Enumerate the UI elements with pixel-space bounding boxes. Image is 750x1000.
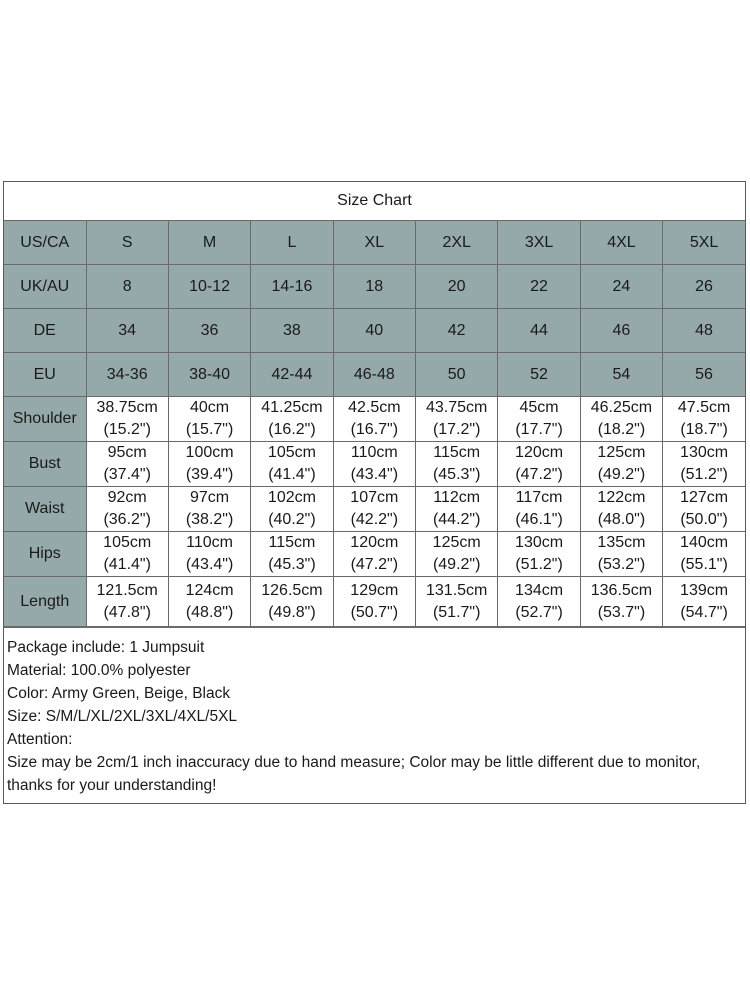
cm-value: 125cm xyxy=(432,534,481,551)
size-cell: 3XL xyxy=(498,221,580,265)
measurement-cell xyxy=(333,487,415,532)
size-cell: 18 xyxy=(333,265,415,309)
size-row xyxy=(4,309,745,353)
inch-value: (49.8") xyxy=(268,603,316,621)
inch-value: (45.3") xyxy=(432,466,481,483)
note-line: thanks for your understanding! xyxy=(7,777,217,794)
size-cell: 26 xyxy=(663,265,745,309)
cm-value: 97cm xyxy=(190,489,230,506)
cm-value: 120cm xyxy=(350,534,399,551)
measurement-cell xyxy=(86,487,168,532)
cm-value: 115cm xyxy=(268,534,316,551)
measurement-cell xyxy=(168,577,250,627)
cm-value: 120cm xyxy=(515,444,564,461)
cm-value: 139cm xyxy=(680,581,729,599)
note-line: Attention: xyxy=(7,731,73,748)
cm-value: 110cm xyxy=(350,444,398,461)
size-cell: 10-12 xyxy=(168,265,250,309)
size-cell: 8 xyxy=(86,265,168,309)
size-row xyxy=(4,221,745,265)
inch-value: (44.2") xyxy=(432,511,481,528)
size-cell: 38 xyxy=(251,309,333,353)
size-cell: S xyxy=(86,221,168,265)
row-label: DE xyxy=(4,309,86,353)
inch-value: (41.4") xyxy=(103,556,151,573)
note-line: Material: 100.0% polyester xyxy=(7,662,191,679)
inch-value: (51.2") xyxy=(515,556,563,573)
measurement-cell xyxy=(498,442,580,487)
measurement-cell xyxy=(663,577,745,627)
size-cell: 48 xyxy=(663,309,745,353)
note-line: Size: S/M/L/XL/2XL/3XL/4XL/5XL xyxy=(7,708,238,725)
size-cell: 50 xyxy=(416,353,498,397)
measurement-row xyxy=(4,442,745,487)
cm-value: 100cm xyxy=(185,444,234,461)
inch-value: (51.7") xyxy=(432,603,481,621)
size-chart-title: Size Chart xyxy=(4,182,745,221)
cm-value: 122cm xyxy=(597,489,646,506)
cm-value: 126.5cm xyxy=(261,581,323,599)
size-cell: 40 xyxy=(333,309,415,353)
measurement-cell xyxy=(580,532,662,577)
inch-value: (17.7") xyxy=(515,421,563,438)
cm-value: 136.5cm xyxy=(590,581,653,599)
measurement-cell xyxy=(86,532,168,577)
row-label: US/CA xyxy=(4,221,86,265)
row-label: Bust xyxy=(4,442,86,487)
inch-value: (53.7") xyxy=(597,603,646,621)
measurement-cell xyxy=(251,397,333,442)
size-cell: 56 xyxy=(663,353,745,397)
inch-value: (49.2") xyxy=(597,466,646,483)
note-line: Package include: 1 Jumpsuit xyxy=(7,639,205,656)
cm-value: 105cm xyxy=(103,534,152,551)
size-cell: 22 xyxy=(498,265,580,309)
cm-value: 121.5cm xyxy=(96,581,158,599)
inch-value: (48.0") xyxy=(597,511,646,528)
inch-value: (49.2") xyxy=(432,556,481,573)
size-cell: 54 xyxy=(580,353,662,397)
cm-value: 115cm xyxy=(433,444,481,461)
inch-value: (51.2") xyxy=(680,466,728,483)
cm-value: 125cm xyxy=(597,444,646,461)
size-cell: L xyxy=(251,221,333,265)
size-cell: 44 xyxy=(498,309,580,353)
size-cell: 52 xyxy=(498,353,580,397)
inch-value: (17.2") xyxy=(432,421,481,438)
measurement-row xyxy=(4,397,745,442)
row-label: UK/AU xyxy=(4,265,86,309)
title-row xyxy=(4,182,745,221)
cm-value: 92cm xyxy=(107,489,147,506)
cm-value: 129cm xyxy=(350,581,399,599)
measurement-cell xyxy=(333,442,415,487)
cm-value: 112cm xyxy=(433,489,481,506)
cm-value: 46.25cm xyxy=(590,399,653,416)
measurement-cell xyxy=(333,577,415,627)
cm-value: 130cm xyxy=(680,444,729,461)
size-cell: 34 xyxy=(86,309,168,353)
measurement-cell xyxy=(580,442,662,487)
note-line: Color: Army Green, Beige, Black xyxy=(7,685,231,702)
size-row xyxy=(4,353,745,397)
cm-value: 43.75cm xyxy=(426,399,488,416)
size-cell: M xyxy=(168,221,250,265)
measurement-cell xyxy=(498,397,580,442)
measurement-cell xyxy=(498,577,580,627)
inch-value: (47.8") xyxy=(103,603,151,621)
measurement-cell xyxy=(251,487,333,532)
measurement-cell xyxy=(86,442,168,487)
cm-value: 140cm xyxy=(680,534,729,551)
measurement-cell xyxy=(168,487,250,532)
measurement-cell xyxy=(663,532,745,577)
inch-value: (55.1") xyxy=(680,556,728,573)
inch-value: (16.7") xyxy=(350,421,399,438)
size-cell: XL xyxy=(333,221,415,265)
product-notes xyxy=(4,627,745,803)
inch-value: (41.4") xyxy=(268,466,316,483)
inch-value: (43.4") xyxy=(185,556,234,573)
size-cell: 36 xyxy=(168,309,250,353)
inch-value: (42.2") xyxy=(350,511,399,528)
measurement-cell xyxy=(416,577,498,627)
row-label: EU xyxy=(4,353,86,397)
measurement-cell xyxy=(251,532,333,577)
inch-value: (54.7") xyxy=(680,603,728,621)
measurement-cell xyxy=(663,442,745,487)
inch-value: (18.7") xyxy=(680,421,728,438)
note-line: Size may be 2cm/1 inch inaccuracy due to hand measure; Color may be little different due to monitor, xyxy=(7,754,701,771)
size-cell: 2XL xyxy=(416,221,498,265)
measurement-cell xyxy=(416,532,498,577)
inch-value: (53.2") xyxy=(597,556,646,573)
cm-value: 102cm xyxy=(267,489,316,506)
size-cell: 46 xyxy=(580,309,662,353)
measurement-cell xyxy=(580,397,662,442)
inch-value: (18.2") xyxy=(597,421,646,438)
measurement-cell xyxy=(251,442,333,487)
cm-value: 110cm xyxy=(186,534,233,551)
inch-value: (48.8") xyxy=(185,603,234,621)
measurement-cell xyxy=(168,532,250,577)
cm-value: 41.25cm xyxy=(261,399,323,416)
measurement-row xyxy=(4,487,745,532)
cm-value: 131.5cm xyxy=(426,581,488,599)
cm-value: 135cm xyxy=(597,534,646,551)
measurement-cell xyxy=(416,442,498,487)
inch-value: (15.2") xyxy=(103,421,151,438)
cm-value: 40cm xyxy=(190,399,230,416)
cm-value: 127cm xyxy=(680,489,729,506)
cm-value: 95cm xyxy=(107,444,147,461)
inch-value: (37.4") xyxy=(103,466,151,483)
row-label: Hips xyxy=(4,532,86,577)
cm-value: 107cm xyxy=(350,489,399,506)
size-cell: 42-44 xyxy=(251,353,333,397)
inch-value: (43.4") xyxy=(350,466,399,483)
measurement-cell xyxy=(168,442,250,487)
measurement-cell xyxy=(86,397,168,442)
inch-value: (39.4") xyxy=(185,466,234,483)
inch-value: (50.0") xyxy=(680,511,728,528)
cm-value: 130cm xyxy=(515,534,564,551)
inch-value: (38.2") xyxy=(185,511,234,528)
inch-value: (47.2") xyxy=(515,466,563,483)
cm-value: 38.75cm xyxy=(96,399,158,416)
measurement-cell xyxy=(498,487,580,532)
inch-value: (45.3") xyxy=(268,556,316,573)
size-chart-table xyxy=(4,182,745,627)
measurement-cell xyxy=(416,397,498,442)
inch-value: (50.7") xyxy=(350,603,399,621)
cm-value: 42.5cm xyxy=(348,399,401,416)
inch-value: (36.2") xyxy=(103,511,151,528)
cm-value: 124cm xyxy=(185,581,234,599)
measurement-cell xyxy=(580,487,662,532)
measurement-row xyxy=(4,532,745,577)
inch-value: (47.2") xyxy=(350,556,399,573)
size-cell: 20 xyxy=(416,265,498,309)
row-label: Waist xyxy=(4,487,86,532)
measurement-cell xyxy=(333,397,415,442)
inch-value: (15.7") xyxy=(185,421,234,438)
inch-value: (40.2") xyxy=(268,511,316,528)
size-cell: 34-36 xyxy=(86,353,168,397)
size-cell: 14-16 xyxy=(251,265,333,309)
cm-value: 134cm xyxy=(515,581,564,599)
row-label: Length xyxy=(4,577,86,627)
measurement-cell xyxy=(333,532,415,577)
size-cell: 24 xyxy=(580,265,662,309)
size-row xyxy=(4,265,745,309)
cm-value: 117cm xyxy=(515,489,563,506)
measurement-cell xyxy=(663,487,745,532)
measurement-cell xyxy=(580,577,662,627)
size-cell: 46-48 xyxy=(333,353,415,397)
row-label: Shoulder xyxy=(4,397,86,442)
measurement-cell xyxy=(663,397,745,442)
size-cell: 5XL xyxy=(663,221,745,265)
size-chart xyxy=(3,181,746,804)
size-cell: 38-40 xyxy=(168,353,250,397)
inch-value: (16.2") xyxy=(268,421,316,438)
size-cell: 42 xyxy=(416,309,498,353)
cm-value: 45cm xyxy=(519,399,559,416)
measurement-cell xyxy=(168,397,250,442)
measurement-row xyxy=(4,577,745,627)
measurement-cell xyxy=(86,577,168,627)
size-cell: 4XL xyxy=(580,221,662,265)
measurement-cell xyxy=(498,532,580,577)
inch-value: (46.1") xyxy=(515,511,563,528)
measurement-cell xyxy=(251,577,333,627)
measurement-cell xyxy=(416,487,498,532)
inch-value: (52.7") xyxy=(515,603,563,621)
cm-value: 47.5cm xyxy=(677,399,731,416)
cm-value: 105cm xyxy=(267,444,316,461)
